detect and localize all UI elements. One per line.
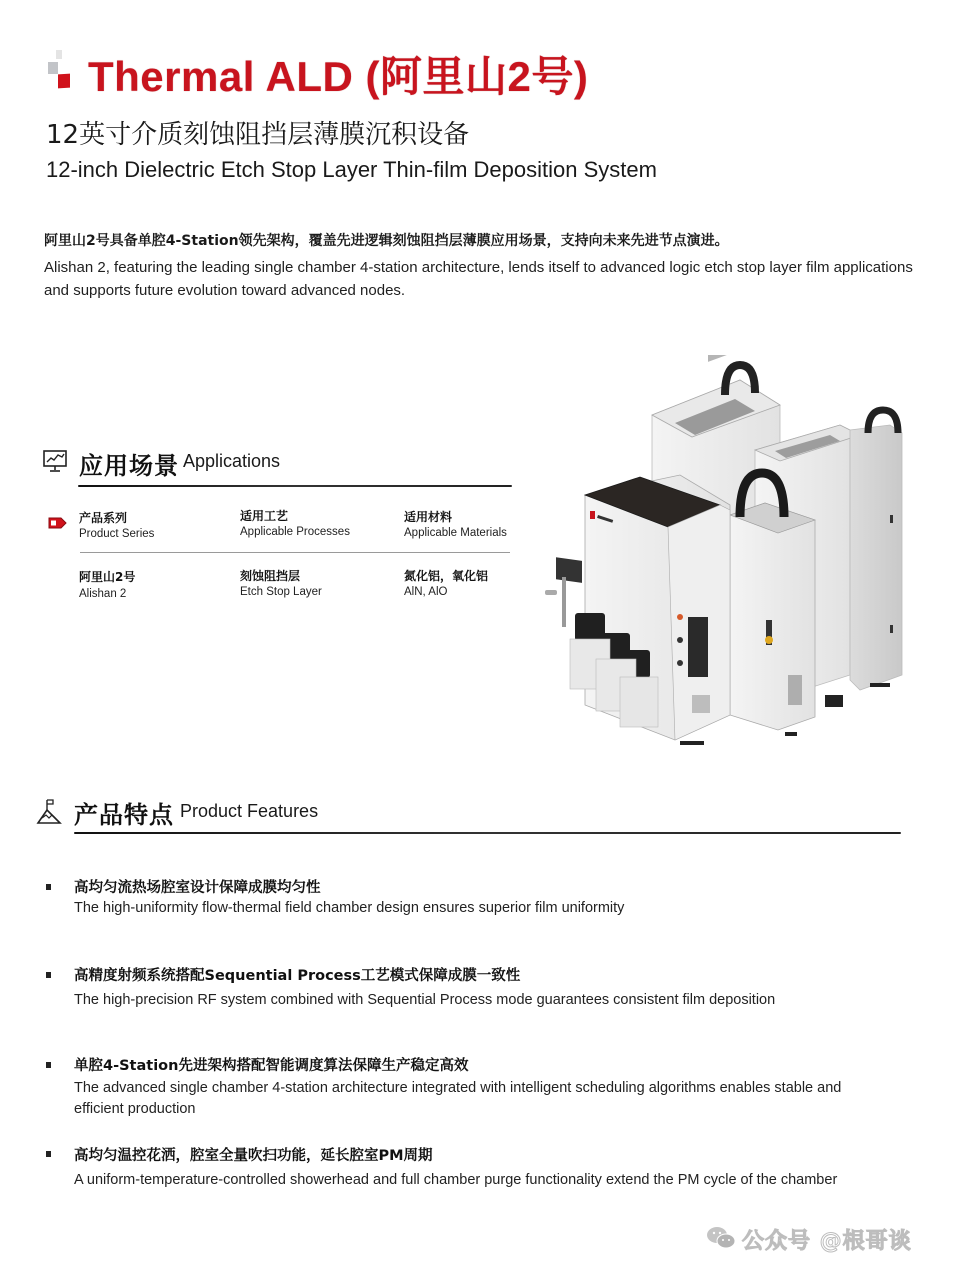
- column-header-product-series-en: Product Series: [79, 528, 155, 540]
- applications-title-cn: 应用场景: [79, 452, 179, 480]
- features-title-en: Product Features: [180, 801, 319, 821]
- cell-product-series-cn: 阿里山2号: [79, 570, 136, 584]
- column-header-processes-en: Applicable Processes: [240, 526, 350, 538]
- feature-1-cn: 高均匀流热场腔室设计保障成膜均匀性: [74, 880, 321, 896]
- bullet-icon: [46, 1062, 51, 1068]
- intro-chinese: 阿里山2号具备单腔4-Station领先架构，覆盖先进逻辑刻蚀阻挡层薄膜应用场景，支持向未来先进节点演进。: [44, 233, 729, 249]
- column-header-materials-cn: 适用材料: [404, 510, 453, 524]
- feature-2-en: The high-precision RF system combined with Sequential Process mode guarantees consistent film deposition: [74, 992, 776, 1008]
- feature-4-en: A uniform-temperature-controlled showerhead and full chamber purge functionality extend the PM cycle of the chamber: [74, 1172, 838, 1188]
- wechat-icon: [706, 1225, 736, 1255]
- feature-4-cn: 高均匀温控花洒，腔室全量吹扫功能，延长腔室PM周期: [74, 1148, 433, 1164]
- applications-title-en: Applications: [183, 451, 281, 471]
- subtitle-english: 12-inch Dielectric Etch Stop Layer Thin-film Deposition System: [46, 157, 657, 182]
- bullet-icon: [46, 972, 51, 978]
- cell-materials-en: AlN, AlO: [404, 586, 448, 598]
- column-header-processes-cn: 适用工艺: [240, 509, 289, 523]
- column-header-product-series-cn: 产品系列: [79, 511, 128, 525]
- cell-process-en: Etch Stop Layer: [240, 586, 322, 598]
- watermark-text: 公众号 @根哥谈: [742, 1229, 912, 1254]
- feature-2-cn: 高精度射频系统搭配Sequential Process工艺模式保障成膜一致性: [74, 968, 521, 984]
- features-title-cn: 产品特点: [74, 801, 174, 829]
- column-header-materials-en: Applicable Materials: [404, 527, 507, 539]
- cell-product-series-en: Alishan 2: [79, 588, 127, 600]
- bullet-icon: [46, 1151, 51, 1157]
- feature-3-en: The advanced single chamber 4-station architecture integrated with intelligent scheduling algorithms enables stable and efficient production: [74, 1080, 842, 1117]
- intro-english: Alishan 2, featuring the leading single chamber 4-station architecture, lends itself to advanced logic etch stop layer film applications and supports future evolution toward advanced nodes.: [44, 259, 913, 299]
- equipment-image: [540, 355, 920, 755]
- feature-3-cn: 单腔4-Station先进架构搭配智能调度算法保障生产稳定高效: [74, 1058, 469, 1074]
- page-title: Thermal ALD (阿里山2号): [88, 53, 589, 100]
- monitor-chart-icon: [42, 448, 72, 478]
- brand-logo-mark: [44, 48, 74, 90]
- cell-materials-cn: 氮化铝，氧化铝: [404, 569, 489, 583]
- subtitle-chinese: 12英寸介质刻蚀阻挡层薄膜沉积设备: [46, 120, 470, 150]
- mountain-flag-icon: [36, 796, 66, 826]
- tag-arrow-icon: [48, 514, 68, 526]
- feature-1-en: The high-uniformity flow-thermal field chamber design ensures superior film uniformity: [74, 900, 625, 916]
- features-divider: [74, 832, 901, 834]
- applications-divider: [78, 485, 512, 487]
- bullet-icon: [46, 884, 51, 890]
- table-divider: [80, 552, 510, 553]
- cell-process-cn: 刻蚀阻挡层: [240, 569, 301, 583]
- watermark: [706, 1224, 912, 1255]
